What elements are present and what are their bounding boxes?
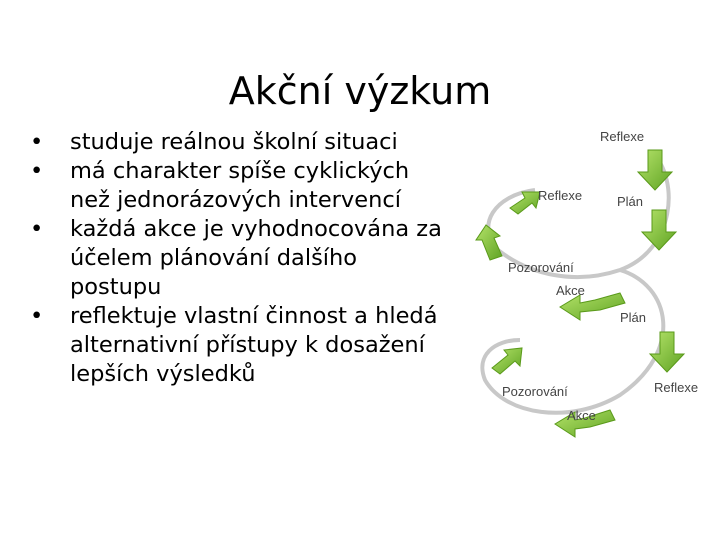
arrow-pozorovani-lower [492, 348, 522, 374]
bullet-text: reflektuje vlastní činnost a hledá alternativní přístupy k dosažení lepších výsledků [70, 303, 438, 387]
bullet-list [28, 128, 448, 389]
label-plan-upper: Plán [617, 194, 644, 209]
label-plan-lower: Plán [620, 310, 647, 325]
label-reflexe-inner: Reflexe [538, 188, 583, 203]
label-pozorovani-upper: Pozorování [508, 260, 574, 275]
arrow-plan-lower [650, 332, 684, 372]
bullet-text: každá akce je vyhodnocována za účelem plánování dalšího postupu [70, 216, 442, 300]
bullet-item [28, 302, 448, 389]
label-akce-upper: Akce [556, 283, 585, 298]
arrow-pozorovani-upper [476, 225, 502, 260]
bullet-icon: • [30, 129, 44, 155]
action-research-spiral [470, 110, 720, 460]
bullet-icon: • [30, 216, 44, 242]
bullet-text: má charakter spíše cyklických než jednorázových intervencí [70, 158, 410, 213]
bullet-icon: • [30, 303, 44, 329]
bullet-text: studuje reálnou školní situaci [70, 129, 398, 155]
label-akce-lower: Akce [567, 408, 596, 423]
spiral-path-upper [488, 152, 668, 277]
label-reflexe-lower: Reflexe [654, 380, 699, 395]
bullet-icon: • [30, 158, 44, 184]
label-pozorovani-lower: Pozorování [502, 384, 568, 399]
bullet-item [28, 157, 448, 215]
label-reflexe-top: Reflexe [600, 129, 645, 144]
arrow-plan-upper [642, 210, 676, 250]
slide-title: Akční výzkum [228, 69, 492, 114]
bullet-item [28, 128, 448, 157]
bullet-item [28, 215, 448, 302]
